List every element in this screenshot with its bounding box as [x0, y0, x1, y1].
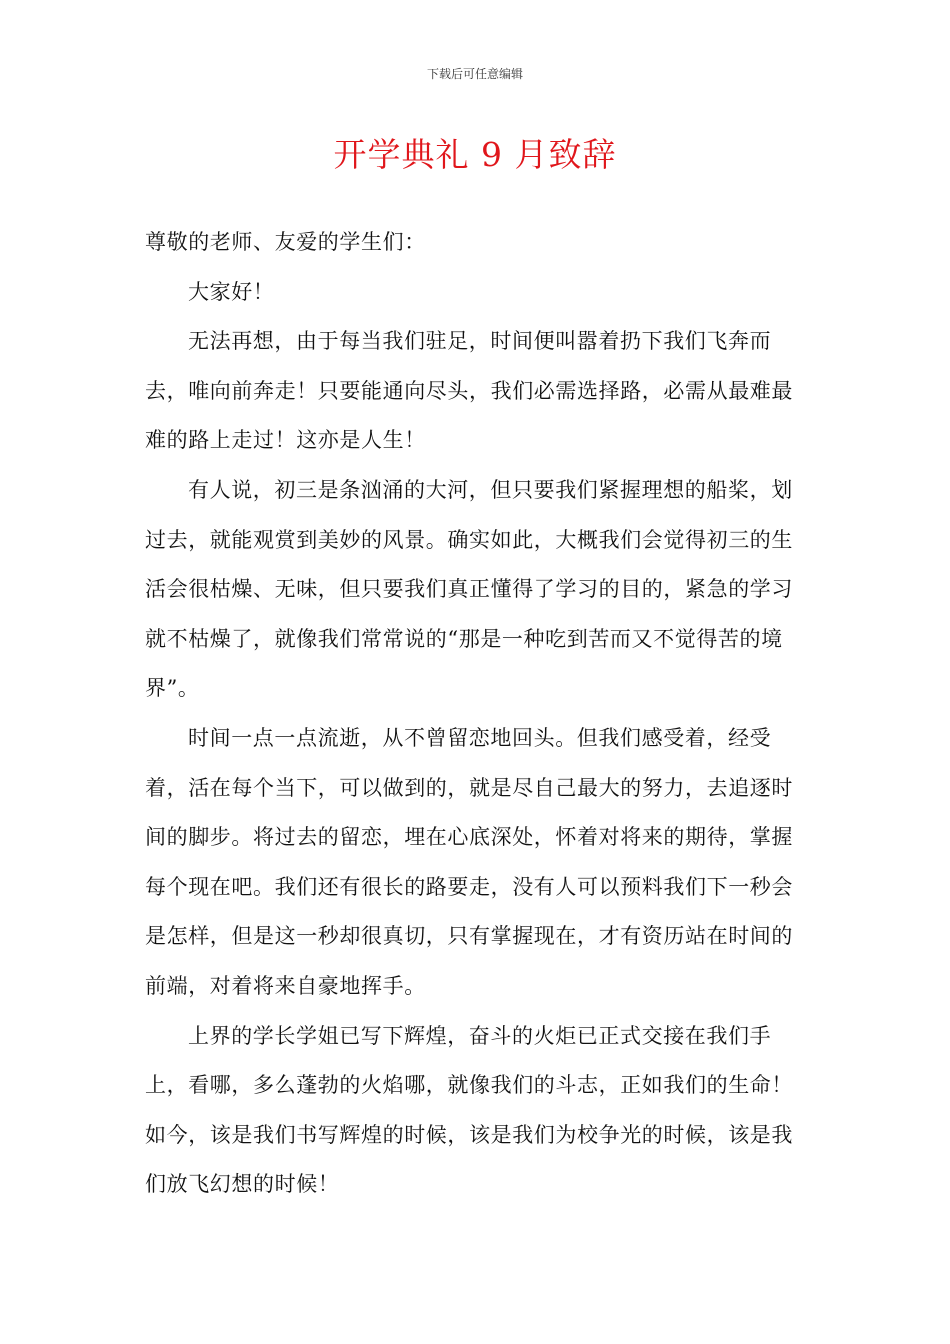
salutation: 尊敬的老师、友爱的学生们：	[145, 230, 426, 254]
paragraph: 有人说，初三是条汹涌的大河，但只要我们紧握理想的船桨，划过去，就能观赏到美妙的风景。确实如此，大概我们会觉得初三的生活会很枯燥、无味，但只要我们真正懂得了学习的目的，紧急的学习就不枯燥了，就像我们常常说的“那是一种吃到苦而又不觉得苦的境界”。	[145, 477, 793, 701]
header-note: 下载后可任意编辑	[426, 67, 523, 81]
paragraph: 时间一点一点流逝，从不曾留恋地回头。但我们感受着，经受着，活在每个当下，可以做到的，就是尽自己最大的努力，去追逐时间的脚步。将过去的留恋，埋在心底深处，怀着对将来的期待，掌握每个现在吧。我们还有很长的路要走，没有人可以预料我们下一秒会是怎样，但是这一秒却很真切，只有掌握现在，才有资历站在时间的前端，对着将来自豪地挥手。	[145, 725, 793, 998]
paragraph: 上界的学长学姐已写下辉煌，奋斗的火炬已正式交接在我们手上，看哪，多么蓬勃的火焰哪，就像我们的斗志，正如我们的生命！如今，该是我们书写辉煌的时候，该是我们为校争光的时候，该是我们放飞幻想的时候！	[145, 1023, 793, 1197]
paragraph: 无法再想，由于每当我们驻足，时间便叫嚣着扔下我们飞奔而去，唯向前奔走！只要能通向尽头，我们必需选择路，必需从最难最难的路上走过！这亦是人生！	[145, 329, 793, 453]
document-body	[145, 218, 805, 1210]
paragraph-greeting: 大家好！	[188, 279, 275, 304]
document-title: 开学典礼 9 月致辞	[333, 135, 617, 174]
